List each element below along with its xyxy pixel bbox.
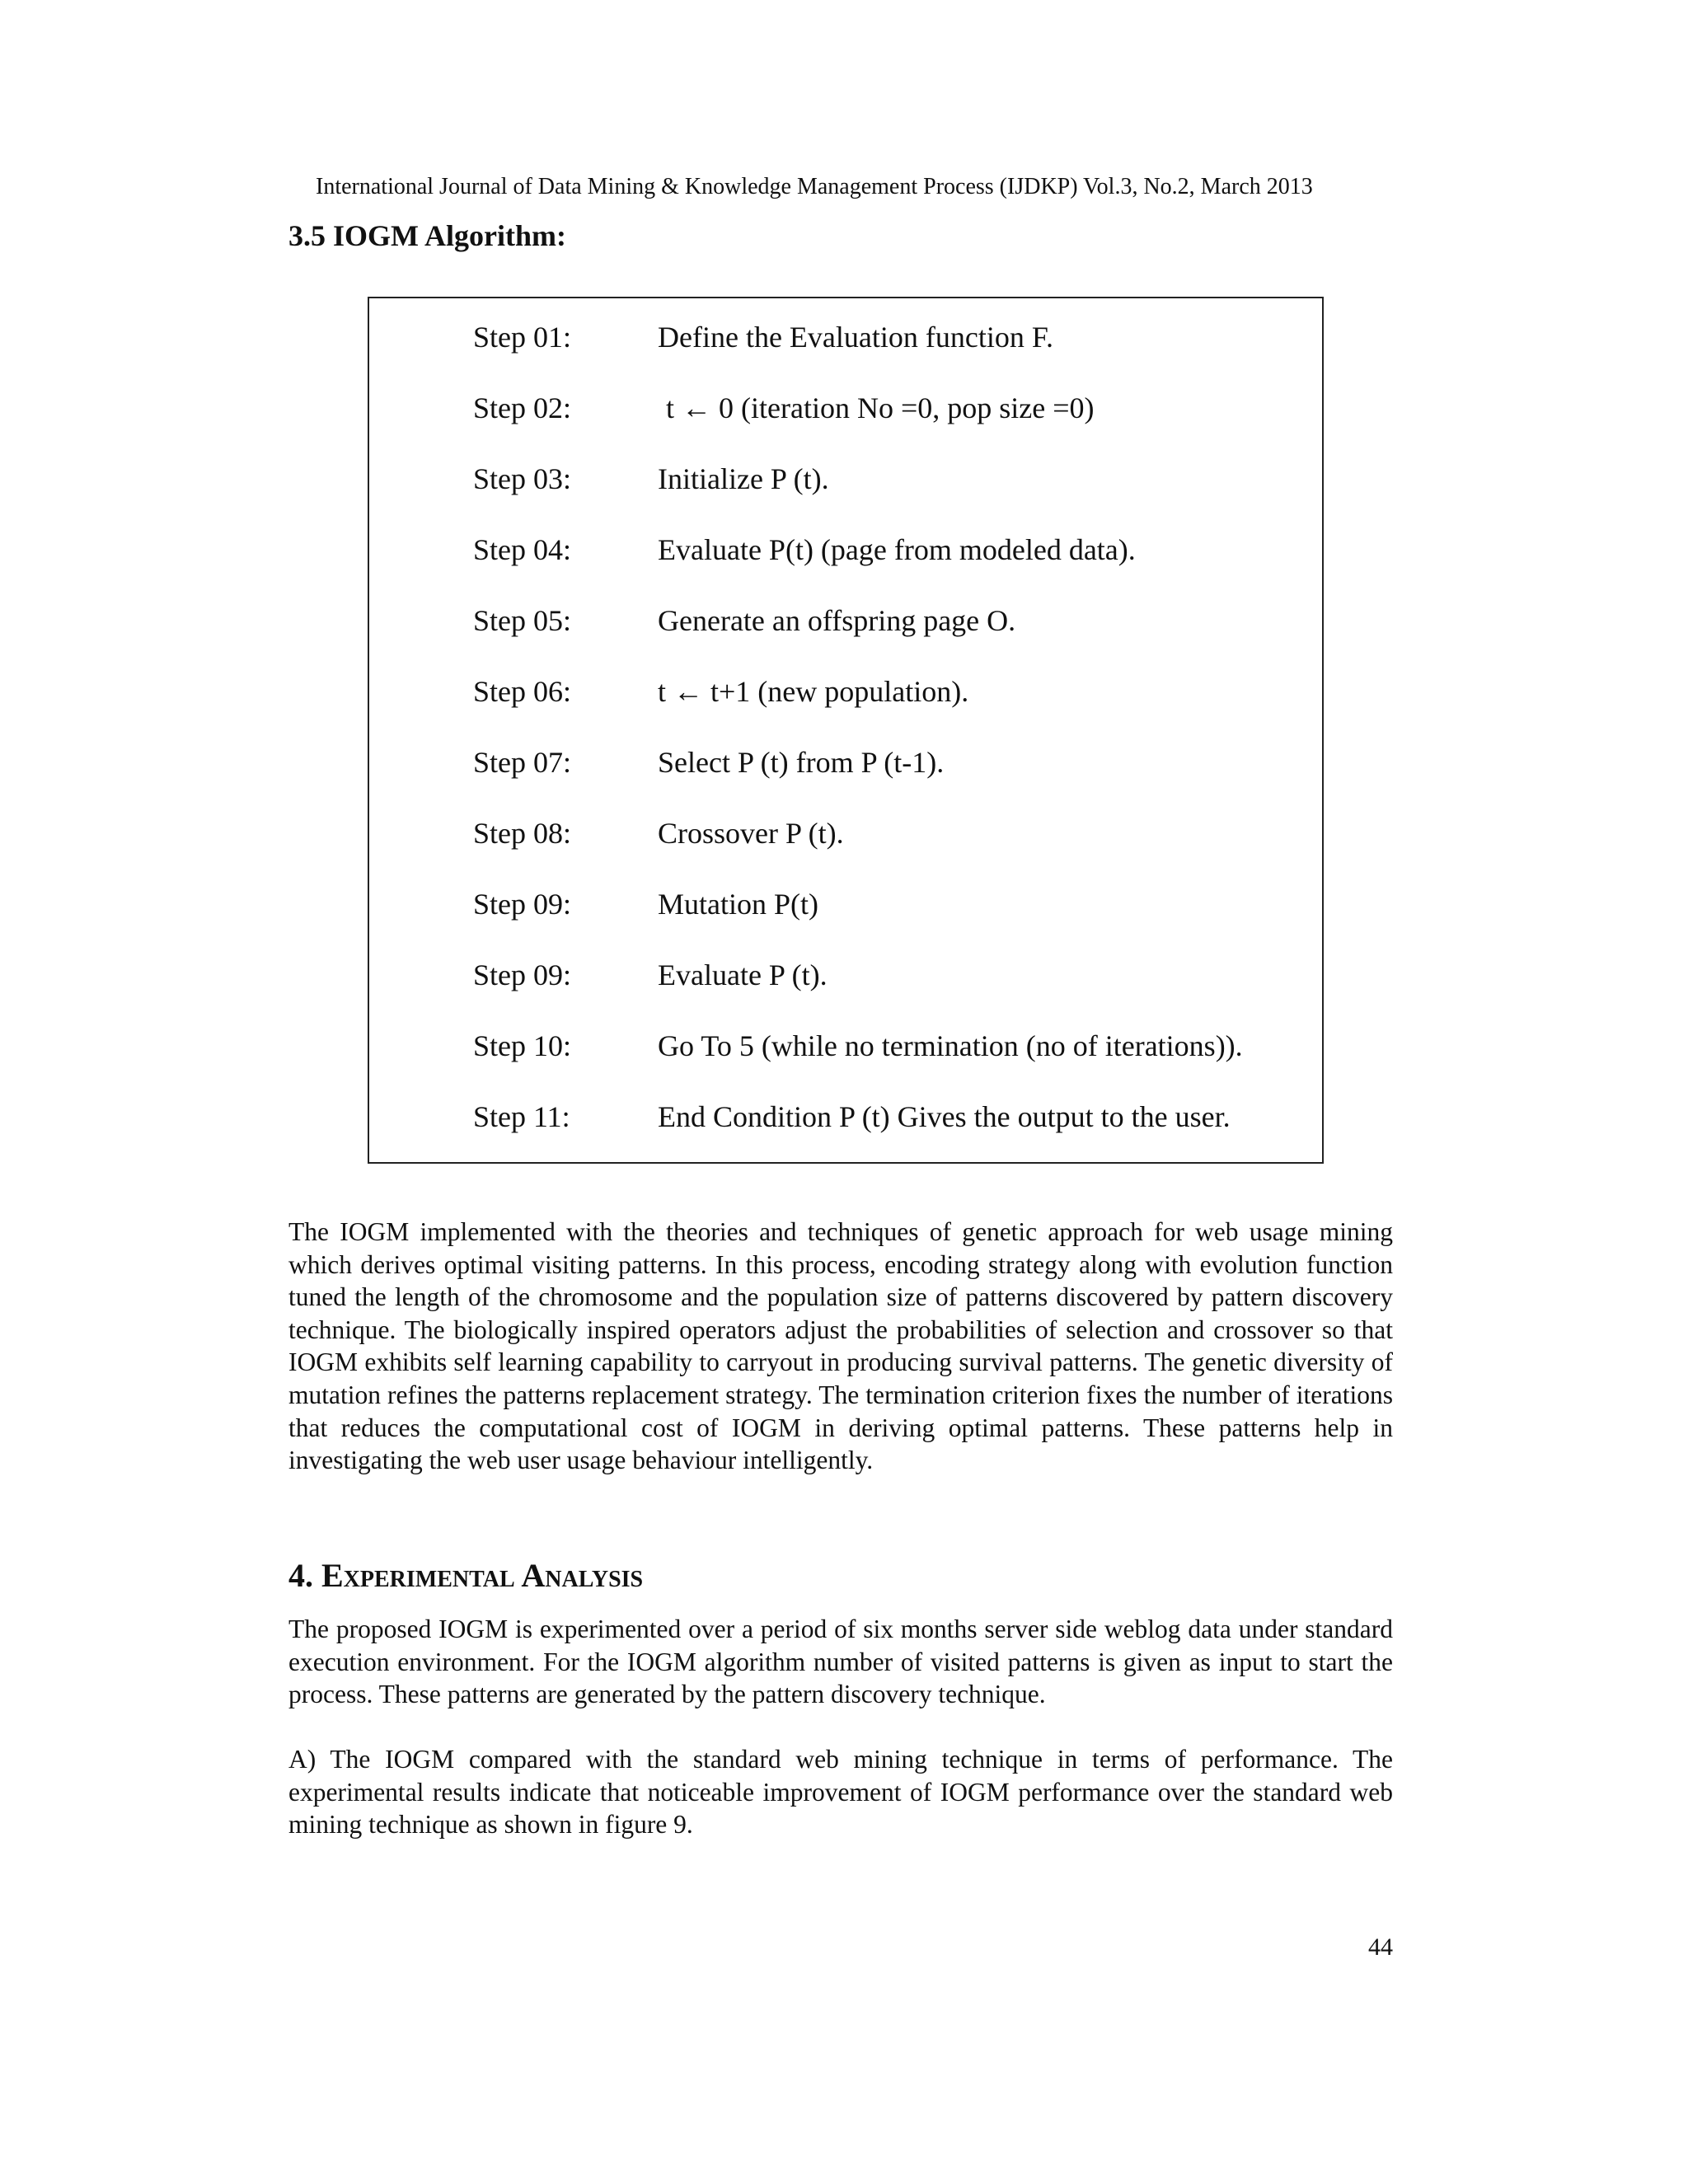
step-label: Step 02: [473,391,572,424]
algorithm-step [473,671,968,712]
step-label: Step 11: [473,1100,570,1133]
algorithm-step [473,1025,1243,1066]
algorithm-step [473,954,828,996]
step-text: Initialize P (t). [658,462,829,495]
algorithm-step [473,529,1136,570]
algorithm-step [473,600,1015,641]
step-label: Step 03: [473,462,572,495]
section-title: Experimental Analysis [321,1557,644,1594]
algorithm-step [473,1096,1231,1137]
running-header: International Journal of Data Mining & Knowledge Management Process (IJDKP) Vol.3, No.2, March 2013 [316,174,1313,199]
step-label: Step 09: [473,888,572,921]
algorithm-box [368,297,1324,1164]
step-label: Step 08: [473,817,572,850]
algorithm-step [473,742,944,783]
page-number: 44 [1368,1933,1393,1961]
section-heading-4 [288,1556,643,1596]
comparison-paragraph: A) The IOGM compared with the standard web mining technique in terms of performance. The experimental results indicate that noticeable improvement of IOGM performance over the standard web mining technique as shown in figure 9. [288,1745,1393,1840]
experimental-analysis-paragraph: The proposed IOGM is experimented over a period of six months server side weblog data under standard execution environment. For the IOGM algorithm number of visited patterns is given as input to start the process. These patterns are generated by the pattern discovery technique. [288,1615,1393,1709]
step-text: Evaluate P (t). [658,958,828,991]
iogm-description-paragraph: The IOGM implemented with the theories and techniques of genetic approach for web usage mining which derives optimal visiting patterns. In this process, encoding strategy along with evolution function tuned the length of the chromosome and the population size of patterns discovered by pattern discovery technique. The biologically inspired operators adjust the probabilities of selection and crossover so that IOGM exhibits self learning capability to carryout in producing survival patterns. The genetic diversity of mutation refines the patterns replacement strategy. The termination criterion fixes the number of iterations that reduces the computational cost of IOGM in deriving optimal patterns. These patterns help in investigating the web user usage behaviour intelligently. [288,1217,1393,1475]
step-label: Step 05: [473,604,572,637]
step-label: Step 06: [473,675,572,708]
step-text: Go To 5 (while no termination (no of iterations)). [658,1029,1243,1062]
step-text: Select P (t) from P (t-1). [658,746,945,779]
step-label: Step 07: [473,746,572,779]
step-text: End Condition P (t) Gives the output to the user. [658,1100,1231,1133]
step-label: Step 04: [473,533,572,566]
step-text: Crossover P (t). [658,817,844,850]
step-label: Step 09: [473,958,572,991]
algorithm-step [473,458,829,499]
step-text: t ← 0 (iteration No =0, pop size =0) [666,391,1095,424]
algorithm-step [473,813,844,854]
step-label: Step 10: [473,1029,572,1062]
algorithm-step [473,883,818,925]
section-heading-3-5: 3.5 IOGM Algorithm: [288,219,566,252]
step-label: Step 01: [473,321,572,354]
step-text: t ← t+1 (new population). [658,675,969,708]
step-text: Define the Evaluation function F. [658,321,1053,354]
step-text: Generate an offspring page O. [658,604,1016,637]
step-text: Mutation P(t) [658,888,818,921]
step-text: Evaluate P(t) (page from modeled data). [658,533,1136,566]
algorithm-step [473,316,1053,358]
algorithm-step [473,387,1095,429]
section-number: 4. [288,1557,321,1594]
